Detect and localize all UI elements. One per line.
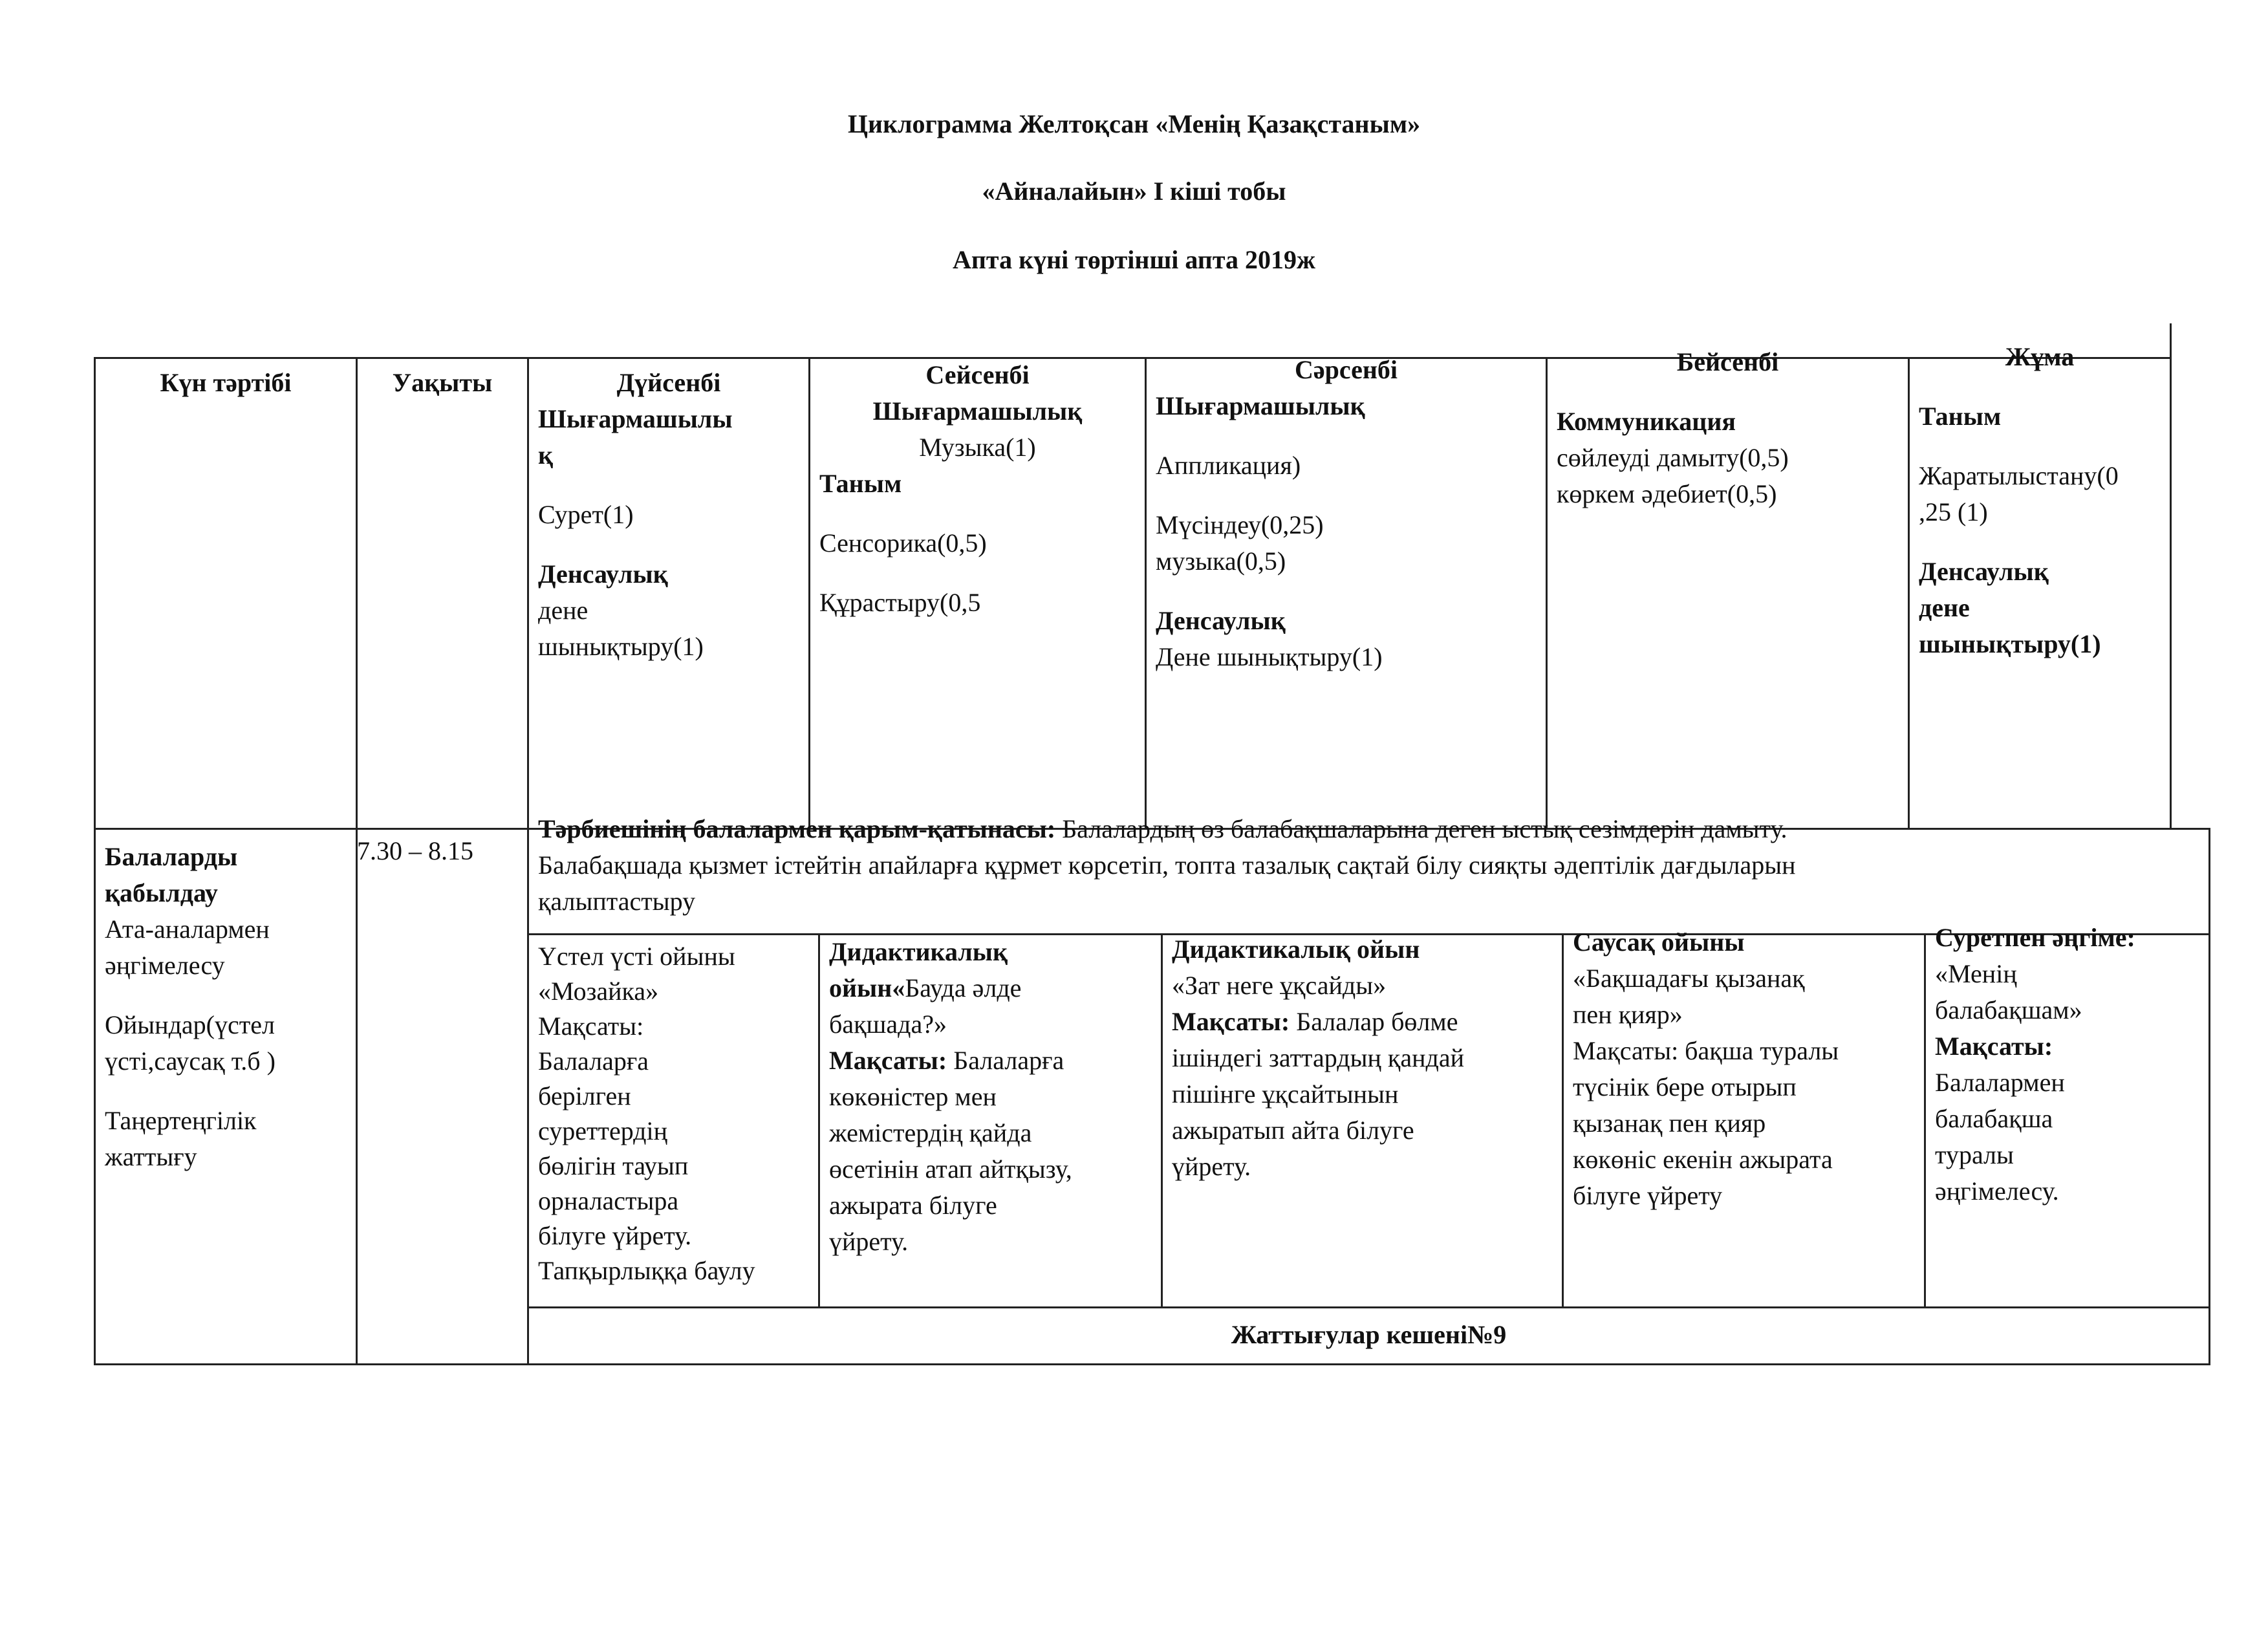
table-border-right bbox=[2209, 828, 2210, 1365]
table-border-bottom bbox=[94, 1363, 2209, 1365]
activity-tuesday: Дидактикалық ойын«Бауда әлде бақшада?» Мақсаты: Балаларға көкөністер мен жемістердің қайда өсетінін атап айтқызу, ажырата білуге үйрету. bbox=[829, 937, 1072, 1256]
activity-wednesday: Дидактикалық ойын «Зат неге ұқсайды» Мақсаты: Балалар бөлме ішіндегі заттардың қандай пішінге ұқсайтынын ажыратып айта білуге үйрету. bbox=[1172, 935, 1464, 1181]
exercises-row: Жаттығулар кешені№9 bbox=[1231, 1320, 1507, 1349]
header-monday: Дүйсенбі Шығармашылы қ Сурет(1) Денсаулық дене шынықтыру(1) bbox=[538, 368, 733, 661]
communication-text: Балалардың өз балабақшаларына деген ыстық сезімдерін дамыту. bbox=[1055, 814, 1787, 843]
activity-thursday: Саусақ ойыны «Бақшадағы қызанақ пен қияр» Мақсаты: бақша туралы түсінік бере отырып қызанақ пен қияр көкөніс екенін ажырата білуге үйрету bbox=[1573, 927, 1839, 1210]
header-friday: Жұма Таным Жаратылыстану(0 ,25 (1) Денсаулық дене шынықтыру(1) bbox=[1919, 342, 2119, 658]
table-border-right-header bbox=[2170, 323, 2172, 828]
header-thursday: Бейсенбі Коммуникация сөйлеуді дамыту(0,5) көркем әдебиет(0,5) bbox=[1557, 347, 1789, 508]
group-title: «Айналайын» І кіші тобы bbox=[982, 177, 1286, 206]
header-regime: Күн тәртібі bbox=[160, 368, 292, 397]
document-title: Циклограмма Желтоқсан «Менің Қазақстаным» bbox=[847, 109, 1421, 138]
header-wednesday: Сәрсенбі Шығармашылық Аппликация) Мүсіндеу(0,25) музыка(0,5) Денсаулық Дене шынықтыру(1) bbox=[1156, 355, 1398, 671]
week-title: Апта күні төртінші апта 2019ж bbox=[953, 245, 1315, 274]
activity-monday: Үстел үсті ойыны «Мозайка» Мақсаты: Балаларға берілген суреттердің бөлігін тауып орналастыра білуге үйрету. Тапқырлыққа баулу bbox=[538, 942, 755, 1285]
row-regime: Балаларды қабылдау Ата-аналармен әңгімелесу Ойындар(үстел үсті,саусақ т.б ) Таңертеңгілік жаттығу bbox=[105, 842, 275, 1171]
header-time: Уақыты bbox=[392, 368, 493, 397]
row-time: 7.30 – 8.15 bbox=[357, 836, 473, 865]
row-communication: Тәрбиешінің балалармен қарым-қатынасы: Балалардың өз балабақшаларына деген ыстық сезімдерін дамыту. Балабақшада қызмет істейтін апайларға құрмет көрсетіп, топта тазалық сақтай білу сияқты әдептілік дағдыларын қалыптастыру bbox=[538, 814, 1796, 916]
communication-label: Тәрбиешінің балалармен қарым-қатынасы: bbox=[538, 814, 1056, 843]
activity-friday: Суретпен әңгіме: «Менің балабақшам» Мақсаты: Балалармен балабақша туралы әңгімелесу. bbox=[1935, 923, 2135, 1206]
header-tuesday: Сейсенбі Шығармашылық Музыка(1) Таным Сенсорика(0,5) Құрастыру(0,5 bbox=[819, 360, 1083, 617]
